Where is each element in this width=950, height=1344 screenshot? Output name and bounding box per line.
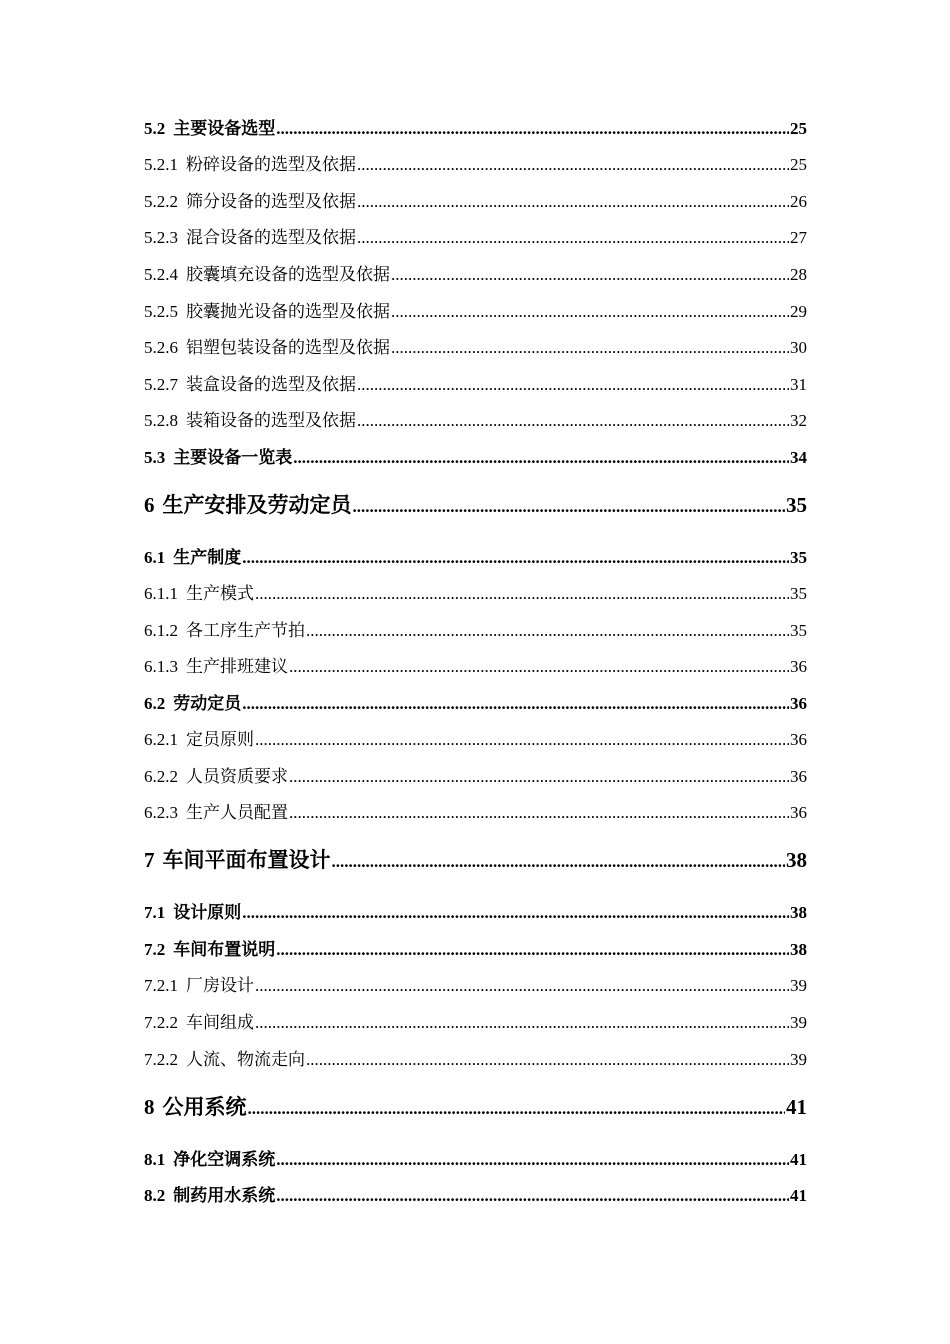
toc-entry-sub[interactable] xyxy=(144,620,807,641)
toc-entry-title xyxy=(144,693,241,714)
dot-leader xyxy=(306,620,789,641)
toc-entry-chap[interactable] xyxy=(144,848,807,874)
toc-entry-title xyxy=(144,729,254,750)
toc-entry-title xyxy=(144,191,356,212)
toc-entry-page-number: 41 xyxy=(790,1186,807,1205)
toc-entry-page-number: 32 xyxy=(790,411,807,430)
toc-entry-page-number: 31 xyxy=(790,375,807,394)
toc-entry-text: 设计原则 xyxy=(173,903,242,922)
toc-entry-text: 车间组成 xyxy=(186,1013,254,1032)
toc-entry-title xyxy=(144,902,241,923)
toc-entry-page-number: 36 xyxy=(790,803,807,822)
toc-entry-text: 各工序生产节拍 xyxy=(186,621,305,640)
toc-entry-page-number: 36 xyxy=(790,657,807,676)
toc-entry-number: 5.3 xyxy=(144,448,166,467)
toc-entry-number: 5.2.5 xyxy=(144,302,178,321)
dot-leader xyxy=(255,1012,789,1033)
toc-entry-text: 劳动定员 xyxy=(173,694,242,713)
toc-entry-page-number: 36 xyxy=(790,767,807,786)
toc-entry-number: 6.2.1 xyxy=(144,730,178,749)
toc-entry-title xyxy=(144,264,390,285)
toc-entry-title xyxy=(144,337,390,358)
toc-entry-sub[interactable] xyxy=(144,227,807,248)
toc-entry-number: 5.2.8 xyxy=(144,411,178,430)
toc-entry-page-number: 39 xyxy=(790,976,807,995)
toc-entry-number: 7.1 xyxy=(144,903,166,922)
toc-entry-sub[interactable] xyxy=(144,975,807,996)
toc-entry-sub[interactable] xyxy=(144,729,807,750)
toc-entry-page-number: 38 xyxy=(790,940,807,959)
toc-entry-text: 净化空调系统 xyxy=(173,1150,276,1169)
dot-leader xyxy=(391,264,789,285)
toc-entry-title xyxy=(144,975,254,996)
toc-entry-sec[interactable] xyxy=(144,939,807,960)
toc-entry-page-number: 38 xyxy=(786,848,807,872)
toc-entry-number: 8 xyxy=(144,1095,155,1119)
dot-leader xyxy=(289,802,789,823)
dot-leader xyxy=(276,1185,789,1206)
dot-leader xyxy=(255,975,789,996)
dot-leader xyxy=(391,337,789,358)
toc-entry-text: 生产排班建议 xyxy=(186,657,288,676)
dot-leader xyxy=(357,374,789,395)
toc-entry-page-number: 27 xyxy=(790,228,807,247)
toc-entry-page-number: 38 xyxy=(790,903,807,922)
toc-entry-text: 主要设备一览表 xyxy=(173,448,293,467)
toc-entry-title xyxy=(144,410,356,431)
dot-leader xyxy=(248,1095,786,1121)
toc-entry-title xyxy=(144,227,356,248)
toc-entry-sec[interactable] xyxy=(144,447,807,468)
toc-entry-chap[interactable] xyxy=(144,1095,807,1121)
dot-leader xyxy=(306,1049,789,1070)
toc-entry-title xyxy=(144,301,390,322)
dot-leader xyxy=(357,410,789,431)
toc-entry-title xyxy=(144,848,331,873)
dot-leader xyxy=(242,902,789,923)
toc-entry-sub[interactable] xyxy=(144,802,807,823)
toc-entry-title xyxy=(144,374,356,395)
toc-entry-text: 胶囊抛光设备的选型及依据 xyxy=(186,302,390,321)
toc-entry-text: 装盒设备的选型及依据 xyxy=(186,375,356,394)
dot-leader xyxy=(332,848,786,874)
dot-leader xyxy=(255,729,789,750)
toc-entry-number: 5.2.3 xyxy=(144,228,178,247)
toc-entry-text: 粉碎设备的选型及依据 xyxy=(186,155,356,174)
toc-entry-page-number: 25 xyxy=(790,155,807,174)
toc-entry-number: 8.1 xyxy=(144,1150,166,1169)
toc-entry-sub[interactable] xyxy=(144,1012,807,1033)
toc-entry-page-number: 30 xyxy=(790,338,807,357)
toc-entry-sec[interactable] xyxy=(144,1149,807,1170)
toc-entry-page-number: 26 xyxy=(790,192,807,211)
toc-entry-sub[interactable] xyxy=(144,191,807,212)
toc-entry-text: 人员资质要求 xyxy=(186,767,288,786)
dot-leader xyxy=(357,191,789,212)
toc-entry-text: 车间布置说明 xyxy=(173,940,276,959)
dot-leader xyxy=(289,766,789,787)
toc-entry-page-number: 36 xyxy=(790,730,807,749)
dot-leader xyxy=(276,118,789,139)
dot-leader xyxy=(255,583,789,604)
toc-entry-sec[interactable] xyxy=(144,547,807,568)
toc-entry-sec[interactable] xyxy=(144,118,807,139)
toc-entry-title xyxy=(144,493,352,518)
toc-entry-chap[interactable] xyxy=(144,493,807,519)
dot-leader xyxy=(357,154,789,175)
dot-leader xyxy=(276,939,789,960)
toc-entry-number: 7.2.2 xyxy=(144,1050,178,1069)
toc-entry-text: 生产人员配置 xyxy=(186,803,288,822)
toc-entry-title xyxy=(144,766,288,787)
toc-entry-title xyxy=(144,1149,275,1170)
toc-entry-text: 主要设备选型 xyxy=(173,119,276,138)
toc-entry-title xyxy=(144,118,275,139)
toc-entry-title xyxy=(144,656,288,677)
toc-entry-title xyxy=(144,547,241,568)
toc-entry-sub[interactable] xyxy=(144,656,807,677)
toc-entry-text: 车间平面布置设计 xyxy=(162,848,331,872)
toc-entry-page-number: 41 xyxy=(786,1095,807,1119)
toc-entry-text: 制药用水系统 xyxy=(173,1186,276,1205)
toc-entry-title xyxy=(144,1095,247,1120)
toc-entry-text: 定员原则 xyxy=(186,730,254,749)
toc-entry-page-number: 29 xyxy=(790,302,807,321)
toc-entry-page-number: 35 xyxy=(790,548,807,567)
toc-entry-number: 6.2.2 xyxy=(144,767,178,786)
toc-entry-sec[interactable] xyxy=(144,1185,807,1206)
dot-leader xyxy=(391,301,789,322)
toc-entry-number: 6.1 xyxy=(144,548,166,567)
toc-entry-title xyxy=(144,154,356,175)
toc-entry-text: 公用系统 xyxy=(162,1095,247,1119)
toc-entry-sub[interactable] xyxy=(144,583,807,604)
toc-entry-text: 铝塑包装设备的选型及依据 xyxy=(186,338,390,357)
toc-entry-number: 5.2.7 xyxy=(144,375,178,394)
toc-entry-sub[interactable] xyxy=(144,766,807,787)
toc-entry-text: 厂房设计 xyxy=(186,976,254,995)
toc-entry-number: 6.1.2 xyxy=(144,621,178,640)
toc-entry-number: 7 xyxy=(144,848,155,872)
toc-entry-number: 5.2 xyxy=(144,119,166,138)
toc-entry-number: 6 xyxy=(144,493,155,517)
toc-entry-sub[interactable] xyxy=(144,301,807,322)
toc-entry-page-number: 35 xyxy=(790,584,807,603)
toc-entry-number: 5.2.2 xyxy=(144,192,178,211)
toc-entry-number: 6.2.3 xyxy=(144,803,178,822)
toc-entry-text: 装箱设备的选型及依据 xyxy=(186,411,356,430)
toc-entry-page-number: 39 xyxy=(790,1050,807,1069)
toc-entry-page-number: 35 xyxy=(790,621,807,640)
toc-entry-sec[interactable] xyxy=(144,902,807,923)
toc-entry-number: 5.2.1 xyxy=(144,155,178,174)
toc-entry-text: 筛分设备的选型及依据 xyxy=(186,192,356,211)
dot-leader xyxy=(357,227,789,248)
toc-entry-page-number: 25 xyxy=(790,119,807,138)
toc-entry-text: 生产模式 xyxy=(186,584,254,603)
toc-entry-title xyxy=(144,620,305,641)
toc-entry-page-number: 28 xyxy=(790,265,807,284)
toc-entry-title xyxy=(144,1049,305,1070)
toc-entry-sub[interactable] xyxy=(144,1049,807,1070)
toc-entry-page-number: 36 xyxy=(790,694,807,713)
toc-entry-sec[interactable] xyxy=(144,693,807,714)
dot-leader xyxy=(353,493,786,519)
toc-entry-page-number: 39 xyxy=(790,1013,807,1032)
dot-leader xyxy=(242,547,789,568)
toc-entry-sub[interactable] xyxy=(144,264,807,285)
toc-entry-page-number: 34 xyxy=(790,448,807,467)
toc-entry-number: 8.2 xyxy=(144,1186,166,1205)
toc-entry-title xyxy=(144,447,292,468)
dot-leader xyxy=(242,693,789,714)
toc-entry-text: 混合设备的选型及依据 xyxy=(186,228,356,247)
toc-entry-text: 生产安排及劳动定员 xyxy=(162,493,352,517)
toc-entry-number: 6.1.3 xyxy=(144,657,178,676)
toc-entry-sub[interactable] xyxy=(144,374,807,395)
toc-entry-text: 人流、物流走向 xyxy=(186,1050,305,1069)
toc-entry-title xyxy=(144,1012,254,1033)
toc-entry-number: 7.2.1 xyxy=(144,976,178,995)
toc-entry-title xyxy=(144,583,254,604)
toc-entry-text: 胶囊填充设备的选型及依据 xyxy=(186,265,390,284)
toc-entry-sub[interactable] xyxy=(144,410,807,431)
toc-entry-page-number: 35 xyxy=(786,493,807,517)
toc-entry-number: 6.1.1 xyxy=(144,584,178,603)
toc-entry-sub[interactable] xyxy=(144,154,807,175)
toc-entry-number: 5.2.6 xyxy=(144,338,178,357)
toc-entry-text: 生产制度 xyxy=(173,548,242,567)
toc-entry-title xyxy=(144,1185,275,1206)
toc-entry-number: 5.2.4 xyxy=(144,265,178,284)
toc-entry-title xyxy=(144,802,288,823)
toc-entry-number: 7.2.2 xyxy=(144,1013,178,1032)
toc-entry-number: 7.2 xyxy=(144,940,166,959)
toc-entry-sub[interactable] xyxy=(144,337,807,358)
toc-entry-title xyxy=(144,939,275,960)
toc-entry-page-number: 41 xyxy=(790,1150,807,1169)
dot-leader xyxy=(289,656,789,677)
dot-leader xyxy=(293,447,789,468)
dot-leader xyxy=(276,1149,789,1170)
toc-entry-number: 6.2 xyxy=(144,694,166,713)
